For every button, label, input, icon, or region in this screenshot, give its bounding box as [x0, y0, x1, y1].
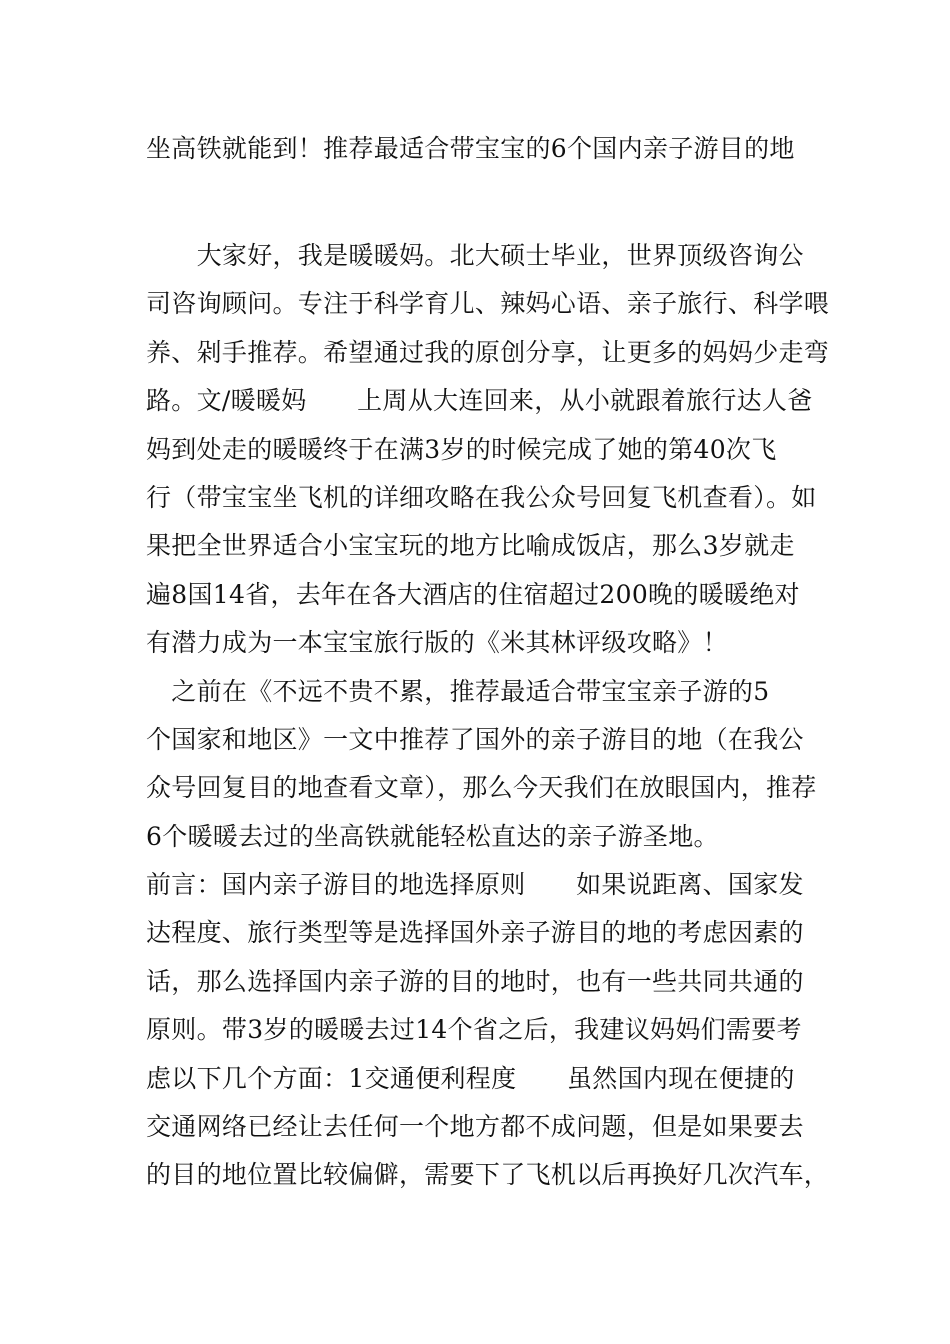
- document-body: [146, 232, 830, 1200]
- body-line: 虑以下几个方面：1交通便利程度 虽然国内现在便捷的: [146, 1063, 795, 1093]
- body-line: 妈到处走的暖暖终于在满3岁的时候完成了她的第40次飞: [146, 434, 777, 464]
- body-line: 果把全世界适合小宝宝玩的地方比喻成饭店，那么3岁就走: [146, 531, 795, 561]
- body-line: 达程度、旅行类型等是选择国外亲子游目的地的考虑因素的: [146, 918, 804, 948]
- body-line: 的目的地位置比较偏僻，需要下了飞机以后再换好几次汽车，: [146, 1160, 830, 1190]
- body-line: 之前在《不远不贵不累，推荐最适合带宝宝亲子游的5: [146, 676, 770, 706]
- body-line: 个国家和地区》一文中推荐了国外的亲子游目的地（在我公: [146, 724, 804, 754]
- body-line: 路。文/暖暖妈 上周从大连回来，从小就跟着旅行达人爸: [146, 386, 813, 416]
- body-line: 6个暖暖去过的坐高铁就能轻松直达的亲子游圣地。: [146, 821, 719, 851]
- body-line: 养、剁手推荐。希望通过我的原创分享，让更多的妈妈少走弯: [146, 337, 830, 367]
- body-line: 有潜力成为一本宝宝旅行版的《米其林评级攻略》！: [146, 628, 728, 658]
- body-line: 众号回复目的地查看文章），那么今天我们在放眼国内，推荐: [146, 773, 817, 803]
- body-line: 前言：国内亲子游目的地选择原则 如果说距离、国家发: [146, 870, 804, 900]
- body-line: 交通网络已经让去任何一个地方都不成问题，但是如果要去: [146, 1112, 804, 1142]
- document-title: 坐高铁就能到！推荐最适合带宝宝的6个国内亲子游目的地: [146, 134, 795, 163]
- body-line: 遍8国14省，去年在各大酒店的住宿超过200晚的暖暖绝对: [146, 579, 800, 609]
- body-line: 行（带宝宝坐飞机的详细攻略在我公众号回复飞机查看）。如: [146, 482, 817, 512]
- body-line: 大家好，我是暖暖妈。北大硕士毕业，世界顶级咨询公: [146, 241, 804, 270]
- body-line: 话，那么选择国内亲子游的目的地时，也有一些共同共通的: [146, 966, 804, 996]
- body-line: 原则。带3岁的暖暖去过14个省之后，我建议妈妈们需要考: [146, 1015, 802, 1045]
- body-line: 司咨询顾问。专注于科学育儿、辣妈心语、亲子旅行、科学喂: [146, 289, 830, 319]
